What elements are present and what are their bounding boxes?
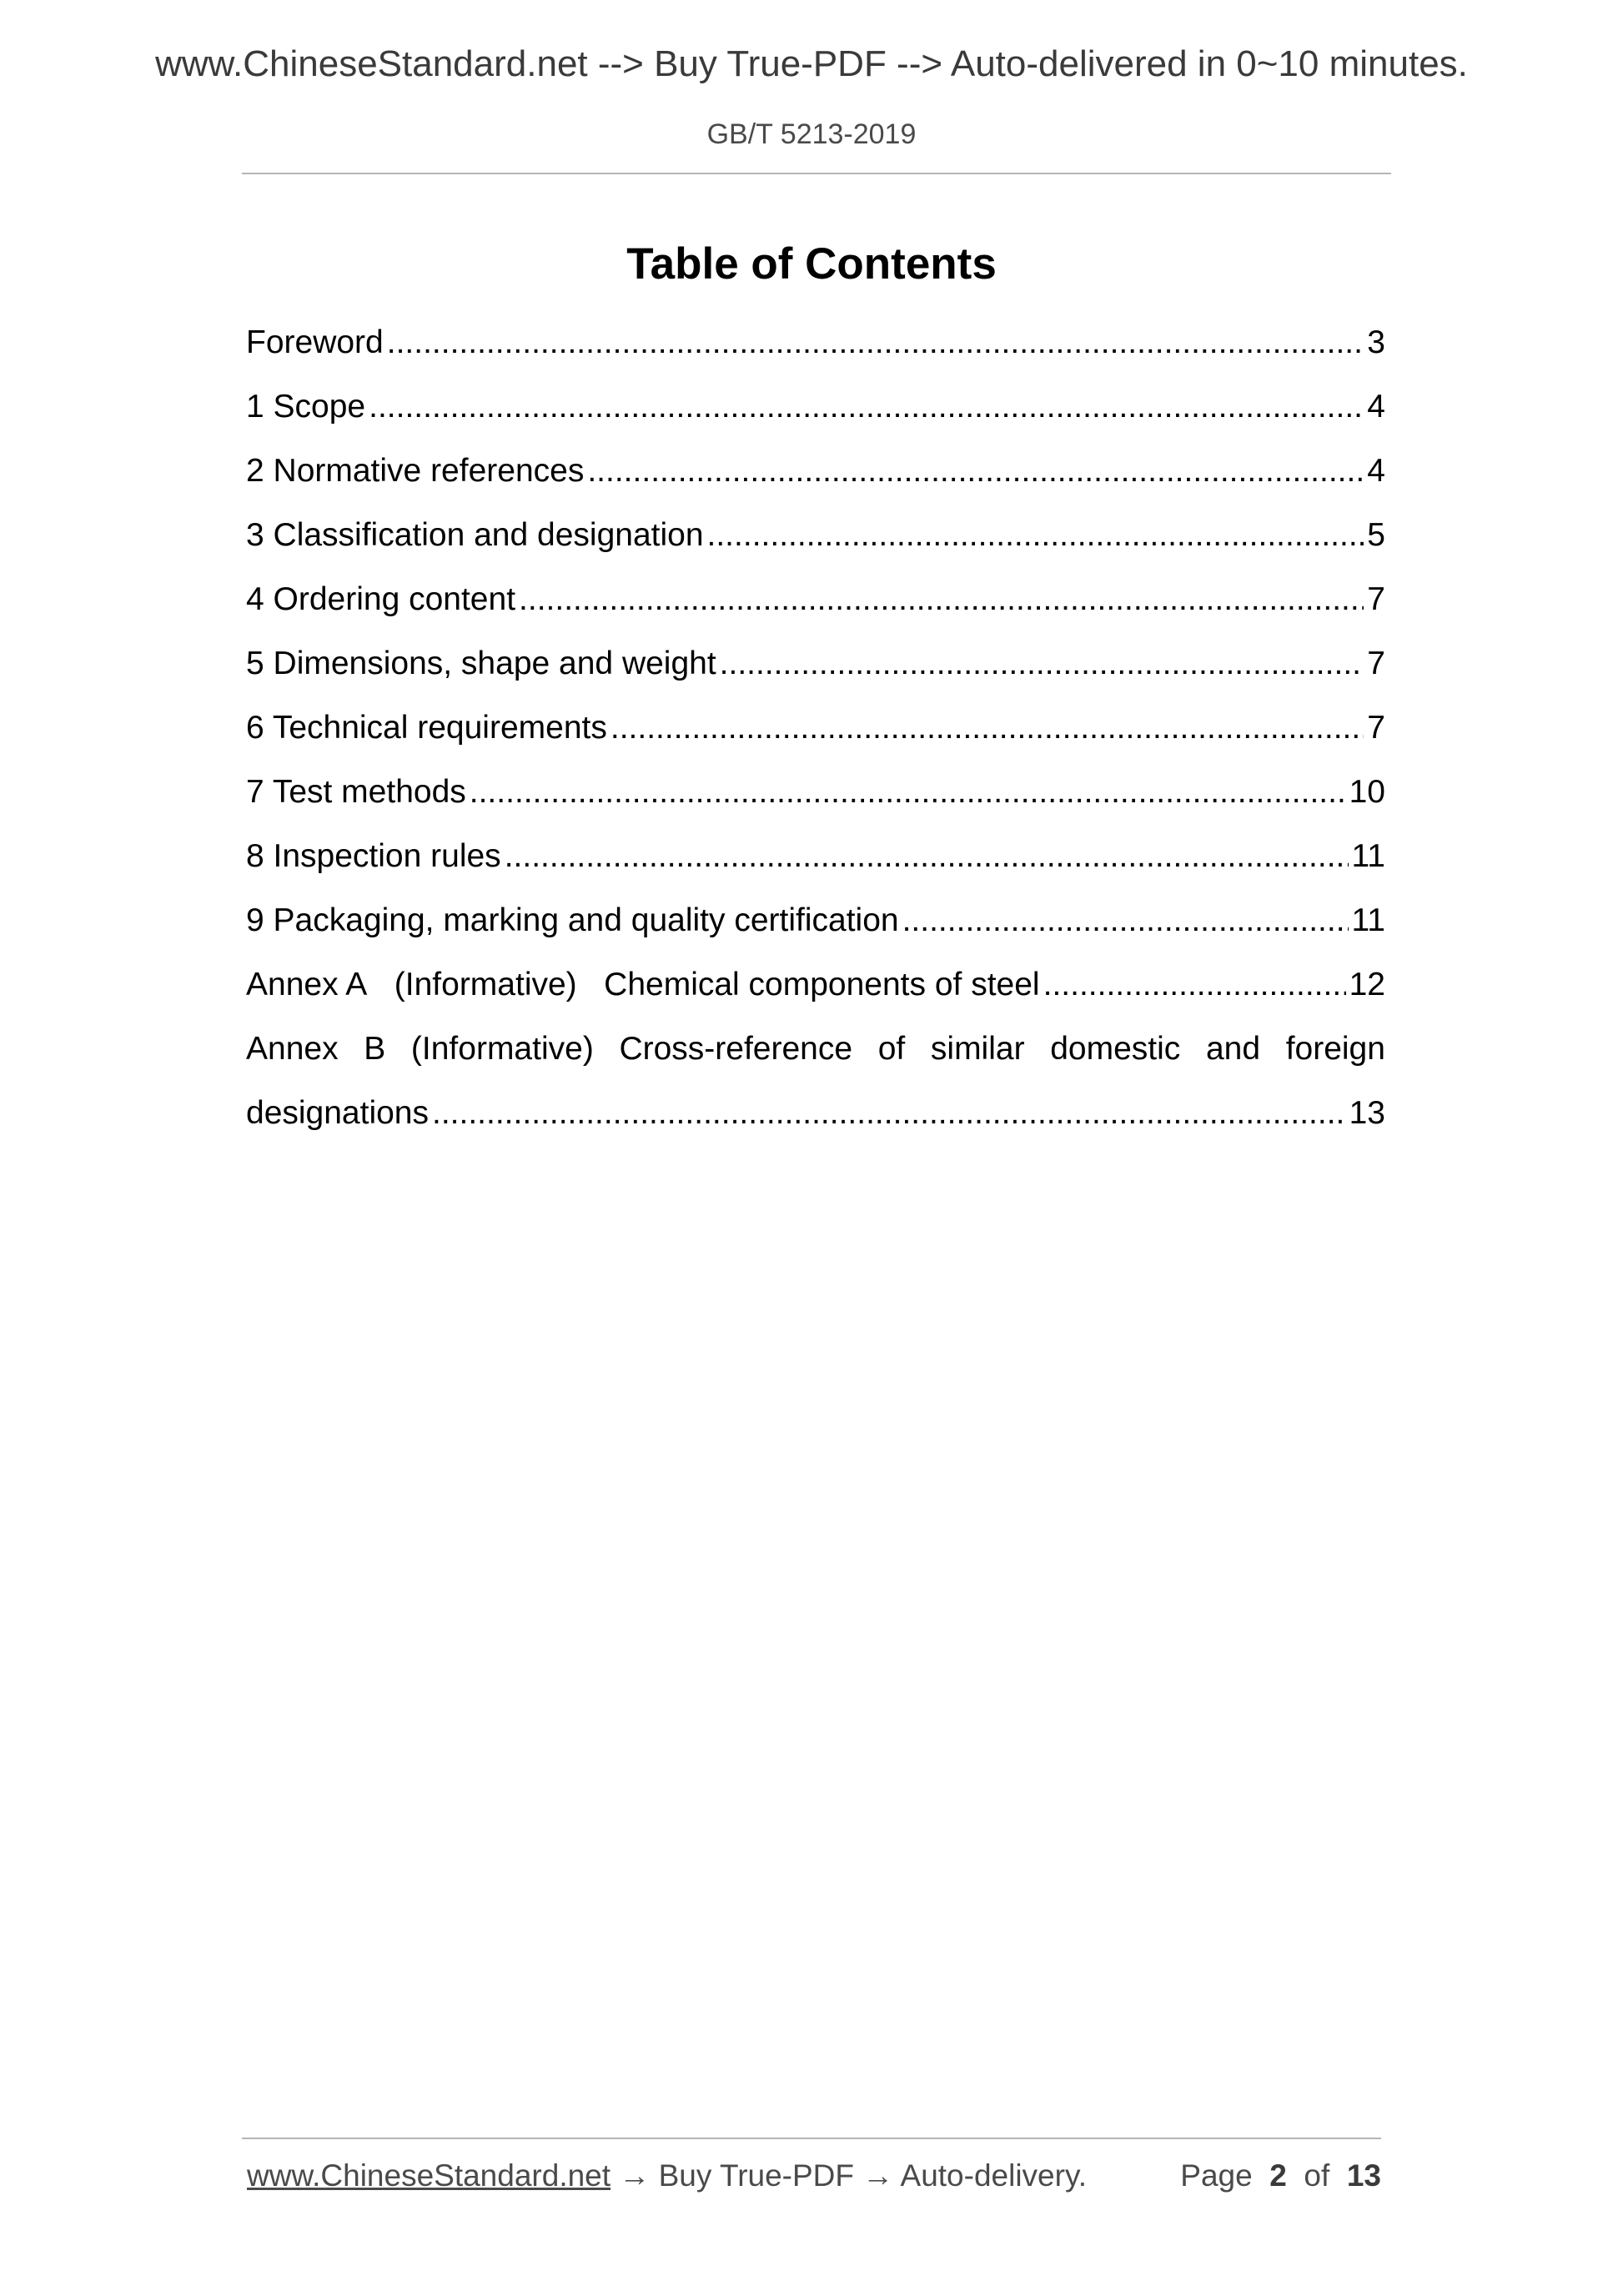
- toc-entry-label: 9 Packaging, marking and quality certification: [246, 902, 899, 938]
- toc-entry-word: Cross-reference: [619, 1031, 853, 1067]
- toc-entry[interactable]: [246, 829, 1385, 893]
- toc-entry-annex-b-line2[interactable]: [246, 1086, 1385, 1150]
- toc-entry[interactable]: [246, 765, 1385, 829]
- toc-entry-label: 4 Ordering content: [246, 581, 516, 617]
- toc-entry-word: B: [364, 1031, 386, 1067]
- dot-leader: [505, 829, 1349, 884]
- toc-entry-label: Annex A (Informative) Chemical components of steel: [246, 967, 1040, 1002]
- toc-entry[interactable]: [246, 444, 1385, 508]
- toc-entry-page: 7: [1367, 646, 1385, 681]
- dot-leader: [707, 508, 1364, 563]
- toc-entry-label: 3 Classification and designation: [246, 517, 704, 553]
- toc-entry-label: 8 Inspection rules: [246, 838, 501, 874]
- toc-entry-label: designations: [246, 1095, 429, 1131]
- toc-entry-page: 10: [1349, 774, 1385, 810]
- toc-entry-page: 4: [1367, 453, 1385, 489]
- page-word: Page: [1180, 2158, 1253, 2193]
- toc-entry-label: 6 Technical requirements: [246, 710, 607, 746]
- page-footer: [247, 2158, 1381, 2200]
- toc-title: Table of Contents: [626, 239, 997, 289]
- dot-leader: [432, 1086, 1346, 1141]
- dot-leader: [587, 444, 1364, 499]
- toc-entry-label: 7 Test methods: [246, 774, 466, 810]
- dot-leader: [387, 315, 1364, 370]
- toc-list: [246, 315, 1385, 1150]
- toc-entry-page: 11: [1351, 902, 1385, 938]
- dot-leader: [519, 572, 1364, 627]
- footer-text: → Buy True-PDF → Auto-delivery.: [611, 2158, 1087, 2193]
- document-code: GB/T 5213-2019: [706, 118, 917, 150]
- toc-entry-word: and: [1205, 1031, 1261, 1067]
- footer-divider: [242, 2138, 1381, 2139]
- toc-entry-page: 7: [1367, 581, 1385, 617]
- toc-entry-label: 2 Normative references: [246, 453, 585, 489]
- dot-leader: [720, 636, 1364, 691]
- toc-entry-word: foreign: [1285, 1031, 1385, 1067]
- toc-entry-annex-b-line1[interactable]: [246, 1022, 1385, 1086]
- toc-entry-word: (Informative): [410, 1031, 594, 1067]
- toc-entry[interactable]: [246, 572, 1385, 636]
- toc-entry-label: 5 Dimensions, shape and weight: [246, 646, 716, 681]
- current-page-number: 2: [1269, 2158, 1287, 2193]
- toc-entry[interactable]: [246, 636, 1385, 701]
- dot-leader: [369, 379, 1364, 435]
- dot-leader: [1043, 957, 1346, 1012]
- toc-entry[interactable]: [246, 957, 1385, 1022]
- toc-entry-label: Foreword: [246, 324, 384, 360]
- header-divider: [242, 173, 1391, 174]
- toc-entry-page: 4: [1367, 389, 1385, 425]
- toc-entry-word: Annex: [246, 1031, 339, 1067]
- page-indicator: [1180, 2158, 1381, 2193]
- toc-entry-word: similar: [930, 1031, 1025, 1067]
- toc-entry[interactable]: [246, 508, 1385, 572]
- dot-leader: [470, 765, 1346, 820]
- total-page-count: 13: [1346, 2158, 1381, 2193]
- toc-entry[interactable]: [246, 379, 1385, 444]
- of-word: of: [1304, 2158, 1330, 2193]
- toc-entry-page: 12: [1349, 967, 1385, 1002]
- toc-entry[interactable]: [246, 701, 1385, 765]
- toc-entry[interactable]: [246, 893, 1385, 957]
- toc-entry-word: of: [877, 1031, 906, 1067]
- dot-leader: [902, 893, 1349, 948]
- toc-entry-page: 13: [1349, 1095, 1385, 1131]
- dot-leader: [611, 701, 1364, 756]
- toc-entry-page: 5: [1367, 517, 1385, 553]
- toc-entry-page: 7: [1367, 710, 1385, 746]
- toc-entry[interactable]: [246, 315, 1385, 379]
- toc-entry-page: 3: [1367, 324, 1385, 360]
- site-banner: www.ChineseStandard.net --> Buy True-PDF --> Auto-delivered in 0~10 minutes.: [155, 43, 1468, 84]
- toc-entry-word: domestic: [1050, 1031, 1181, 1067]
- toc-entry-page: 11: [1351, 838, 1385, 874]
- toc-entry-label: 1 Scope: [246, 389, 366, 425]
- footer-site-link[interactable]: www.ChineseStandard.net: [247, 2158, 611, 2193]
